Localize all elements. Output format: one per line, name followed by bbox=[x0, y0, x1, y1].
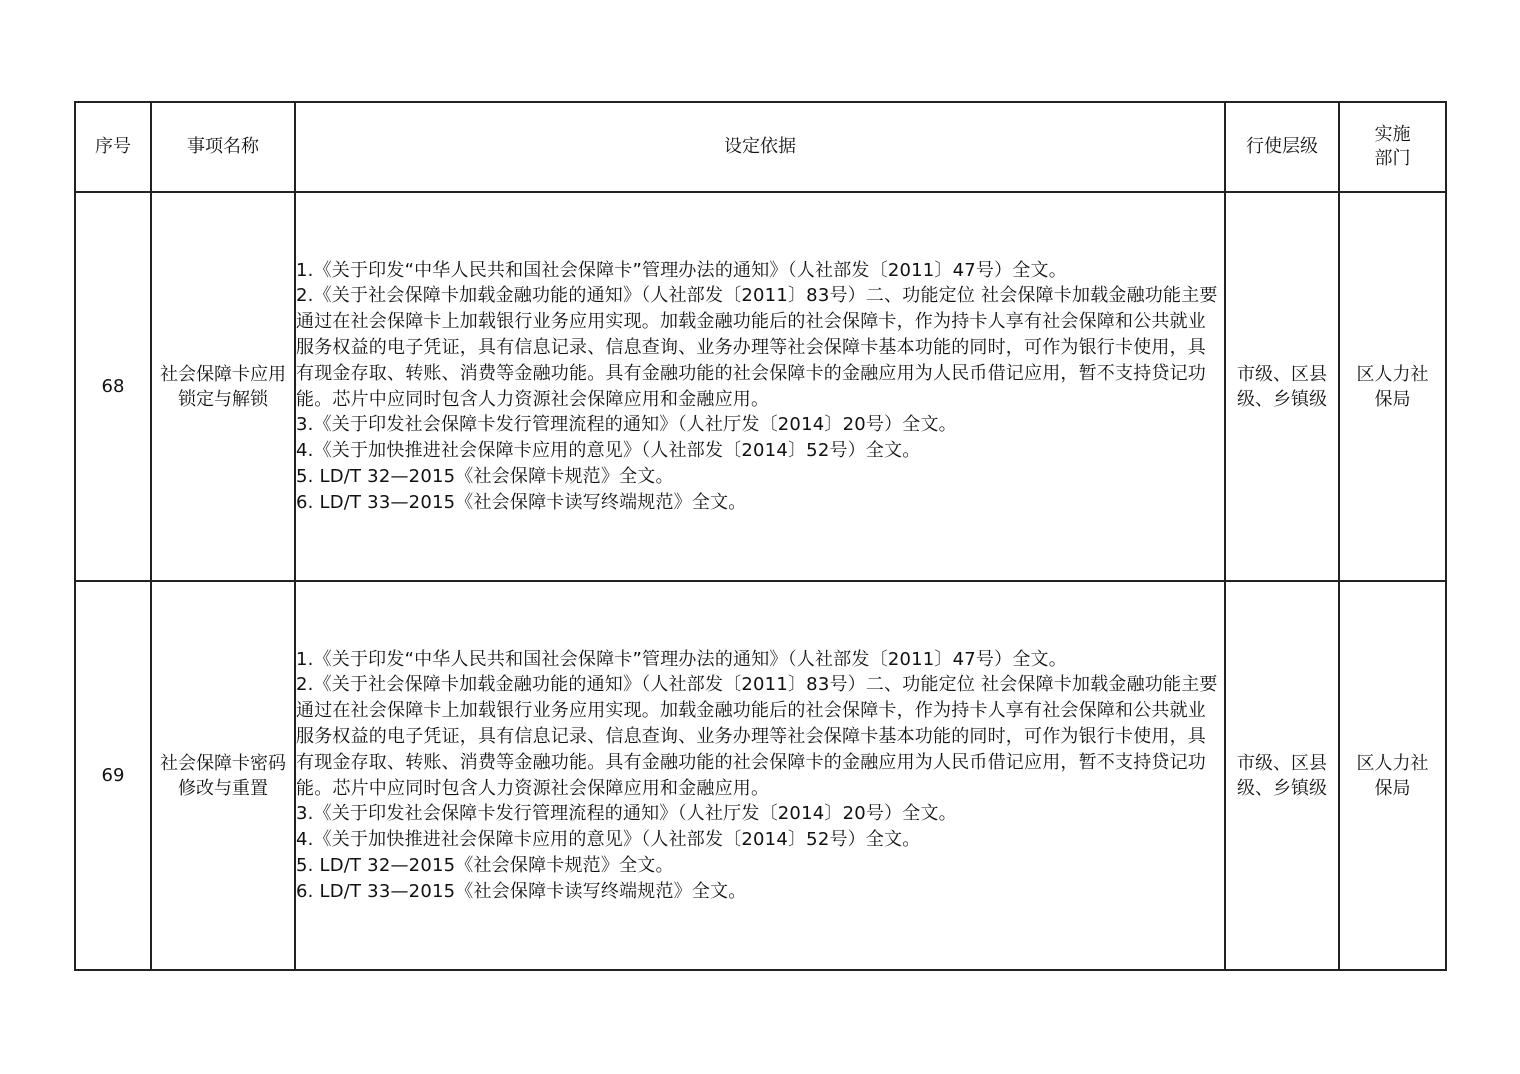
table-row bbox=[75, 581, 1446, 970]
basis-line: 6. LD/T 33—2015《社会保障卡读写终端规范》全文。 bbox=[296, 491, 747, 513]
basis-line: 5. LD/T 32—2015《社会保障卡规范》全文。 bbox=[296, 465, 674, 487]
row-seq: 69 bbox=[75, 581, 151, 970]
header-basis: 设定依据 bbox=[295, 102, 1225, 192]
basis-line: 6. LD/T 33—2015《社会保障卡读写终端规范》全文。 bbox=[296, 880, 747, 902]
basis-line: 3.《关于印发社会保障卡发行管理流程的通知》（人社厅发〔2014〕20号）全文。 bbox=[296, 803, 957, 825]
basis-line: 1.《关于印发“中华人民共和国社会保障卡”管理办法的通知》（人社部发〔2011〕47号）全文。 bbox=[296, 259, 1067, 281]
table-header-row bbox=[75, 102, 1446, 192]
row-level: 市级、区县级、乡镇级 bbox=[1225, 192, 1339, 581]
row-item-name: 社会保障卡密码修改与重置 bbox=[151, 581, 295, 970]
basis-line: 3.《关于印发社会保障卡发行管理流程的通知》（人社厅发〔2014〕20号）全文。 bbox=[296, 414, 957, 436]
basis-line: 4.《关于加快推进社会保障卡应用的意见》（人社部发〔2014〕52号）全文。 bbox=[296, 829, 921, 851]
row-basis bbox=[295, 192, 1225, 581]
row-basis bbox=[295, 581, 1225, 970]
row-dept-label: 区人力社保局 bbox=[1356, 363, 1429, 410]
basis-line: 4.《关于加快推进社会保障卡应用的意见》（人社部发〔2014〕52号）全文。 bbox=[296, 440, 921, 462]
table-row bbox=[75, 192, 1446, 581]
row-seq: 68 bbox=[75, 192, 151, 581]
header-level: 行使层级 bbox=[1225, 102, 1339, 192]
basis-line: 2.《关于社会保障卡加载金融功能的通知》（人社部发〔2011〕83号）二、功能定位 社会保障卡加载金融功能主要通过在社会保障卡上加载银行业务应用实现。加载金融功能后的社会保障卡，作为持卡人享有社会保障和公共就业服务权益的电子凭证，具有信息记录、信息查询、业务办理等社会保障卡基本功能的同时，可作为银行卡使用，具有现金存取、转账、消费等金融功能。具有金融功能的社会保障卡的金融应用为人民币借记应用，暂不支持贷记功能。芯片中应同时包含人力资源社会保障应用和金融应用。 bbox=[296, 285, 1218, 410]
header-name: 事项名称 bbox=[151, 102, 295, 192]
row-dept-label: 区人力社保局 bbox=[1356, 752, 1429, 799]
header-seq: 序号 bbox=[75, 102, 151, 192]
row-dept bbox=[1339, 192, 1446, 581]
row-level: 市级、区县级、乡镇级 bbox=[1225, 581, 1339, 970]
header-dept bbox=[1339, 102, 1446, 192]
row-item-name: 社会保障卡应用锁定与解锁 bbox=[151, 192, 295, 581]
basis-line: 2.《关于社会保障卡加载金融功能的通知》（人社部发〔2011〕83号）二、功能定位 社会保障卡加载金融功能主要通过在社会保障卡上加载银行业务应用实现。加载金融功能后的社会保障卡，作为持卡人享有社会保障和公共就业服务权益的电子凭证，具有信息记录、信息查询、业务办理等社会保障卡基本功能的同时，可作为银行卡使用，具有现金存取、转账、消费等金融功能。具有金融功能的社会保障卡的金融应用为人民币借记应用，暂不支持贷记功能。芯片中应同时包含人力资源社会保障应用和金融应用。 bbox=[296, 674, 1218, 799]
basis-line: 1.《关于印发“中华人民共和国社会保障卡”管理办法的通知》（人社部发〔2011〕47号）全文。 bbox=[296, 648, 1067, 670]
row-dept bbox=[1339, 581, 1446, 970]
basis-line: 5. LD/T 32—2015《社会保障卡规范》全文。 bbox=[296, 854, 674, 876]
items-table bbox=[74, 101, 1447, 971]
header-dept-label: 实施部门 bbox=[1374, 124, 1411, 169]
